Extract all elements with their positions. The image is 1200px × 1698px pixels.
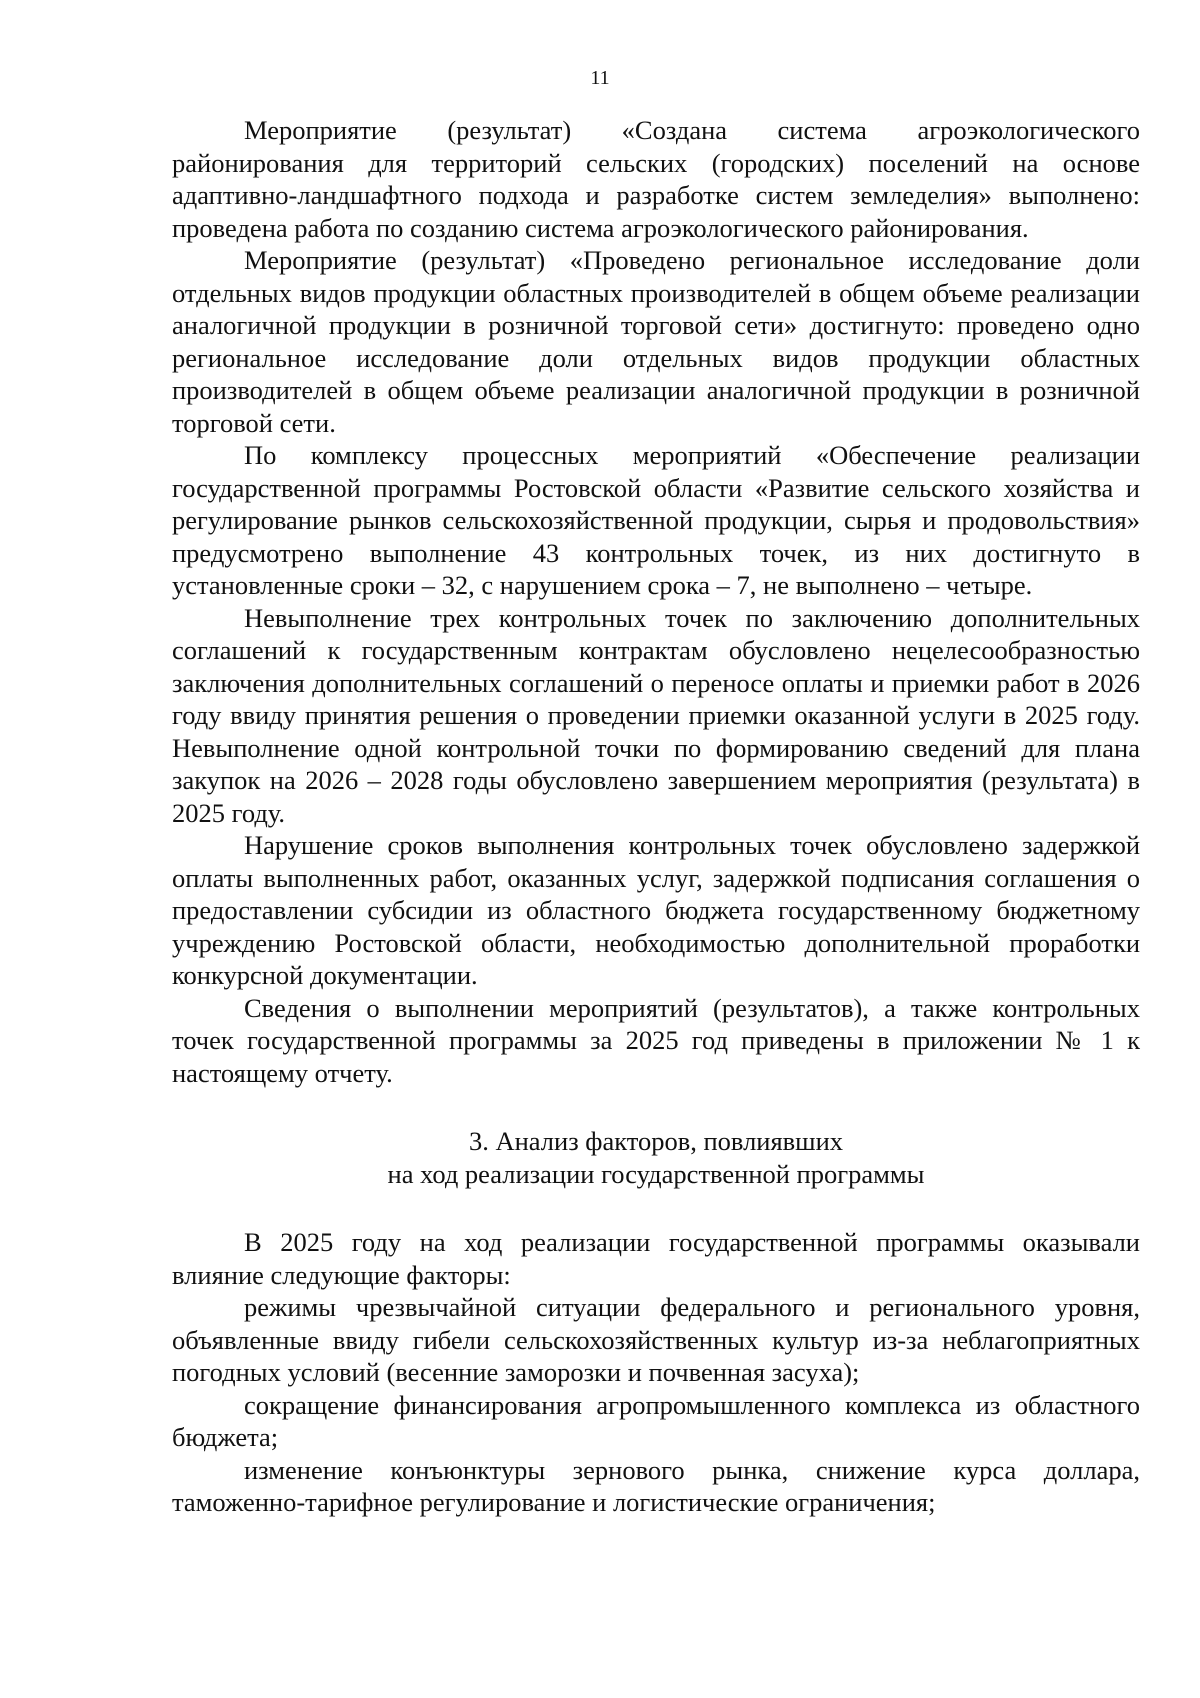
document-body [172, 114, 1140, 1519]
paragraph-process-measures-checkpoints: По комплексу процессных мероприятий «Обеспечение реализации государственной программы Ростовской области «Развитие сельского хозяйства и регулирование рынков сельскохозяйственной продукции, сырья и продовольствия» предусмотрено выполнение 43 контрольных точек, из них достигнуто в установленные сроки – 32, с нарушением срока – 7, не выполнено – четыре. [172, 440, 1140, 600]
paragraph-event-agroecological-zoning: Мероприятие (результат) «Создана система агроэкологического районирования для территорий сельских (городских) поселений на основе адаптивно-ландшафтного подхода и разработке систем земледелия» выполнено: проведена работа по созданию система агроэкологического районирования. [172, 115, 1140, 243]
section-heading [172, 1125, 1140, 1190]
paragraph-unfulfilled-checkpoints: Невыполнение трех контрольных точек по заключению дополнительных соглашений к государственным контрактам обусловлено нецелесообразностью заключения дополнительных соглашений о переносе оплаты и приемки работ в 2026 году ввиду принятия решения о проведении приемки оказанной услуги в 2025 году. Невыполнение одной контрольной точки по формированию сведений для плана закупок на 2026 – 2028 годы обусловлено завершением мероприятия (результата) в 2025 году. [172, 602, 1140, 828]
paragraph-appendix-reference: Сведения о выполнении мероприятий (результатов), а также контрольных точек государственной программы за 2025 год приведены в приложении № 1 к настоящему отчету. [172, 992, 1140, 1088]
paragraph-factors-intro: В 2025 году на ход реализации государственной программы оказывали влияние следующие факторы: [172, 1227, 1140, 1290]
paragraph-event-regional-research: Мероприятие (результат) «Проведено региональное исследование доли отдельных видов продукции областных производителей в общем объеме реализации аналогичной продукции в розничной торговой сети» достигнуто: проведено одно региональное исследование доли отдельных видов продукции областных производителей в общем объеме реализации аналогичной продукции в розничной торговой сети. [172, 245, 1140, 438]
paragraph-factor-emergency: режимы чрезвычайной ситуации федерального и регионального уровня, объявленные ввиду гибели сельскохозяйственных культур из-за неблагоприятных погодных условий (весенние заморозки и почвенная засуха); [172, 1292, 1140, 1387]
section-heading-line-1: 3. Анализ факторов, повлиявших [468, 1126, 844, 1156]
paragraph-deadline-violations: Нарушение сроков выполнения контрольных точек обусловлено задержкой оплаты выполненных работ, оказанных услуг, задержкой подписания соглашения о предоставлении субсидии из областного бюджета государственному бюджетному учреждению Ростовской области, необходимостью дополнительной проработки конкурсной документации. [172, 830, 1140, 990]
section-heading-line-2: на ход реализации государственной программы [387, 1158, 925, 1189]
paragraph-factor-funding-cut: сокращение финансирования агропромышленного комплекса из областного бюджета; [172, 1389, 1140, 1452]
page-number: 11 [590, 67, 610, 89]
paragraph-factor-grain-market: изменение конъюнктуры зернового рынка, снижение курса доллара, таможенно-тарифное регулирование и логистические ограничения; [172, 1454, 1140, 1517]
